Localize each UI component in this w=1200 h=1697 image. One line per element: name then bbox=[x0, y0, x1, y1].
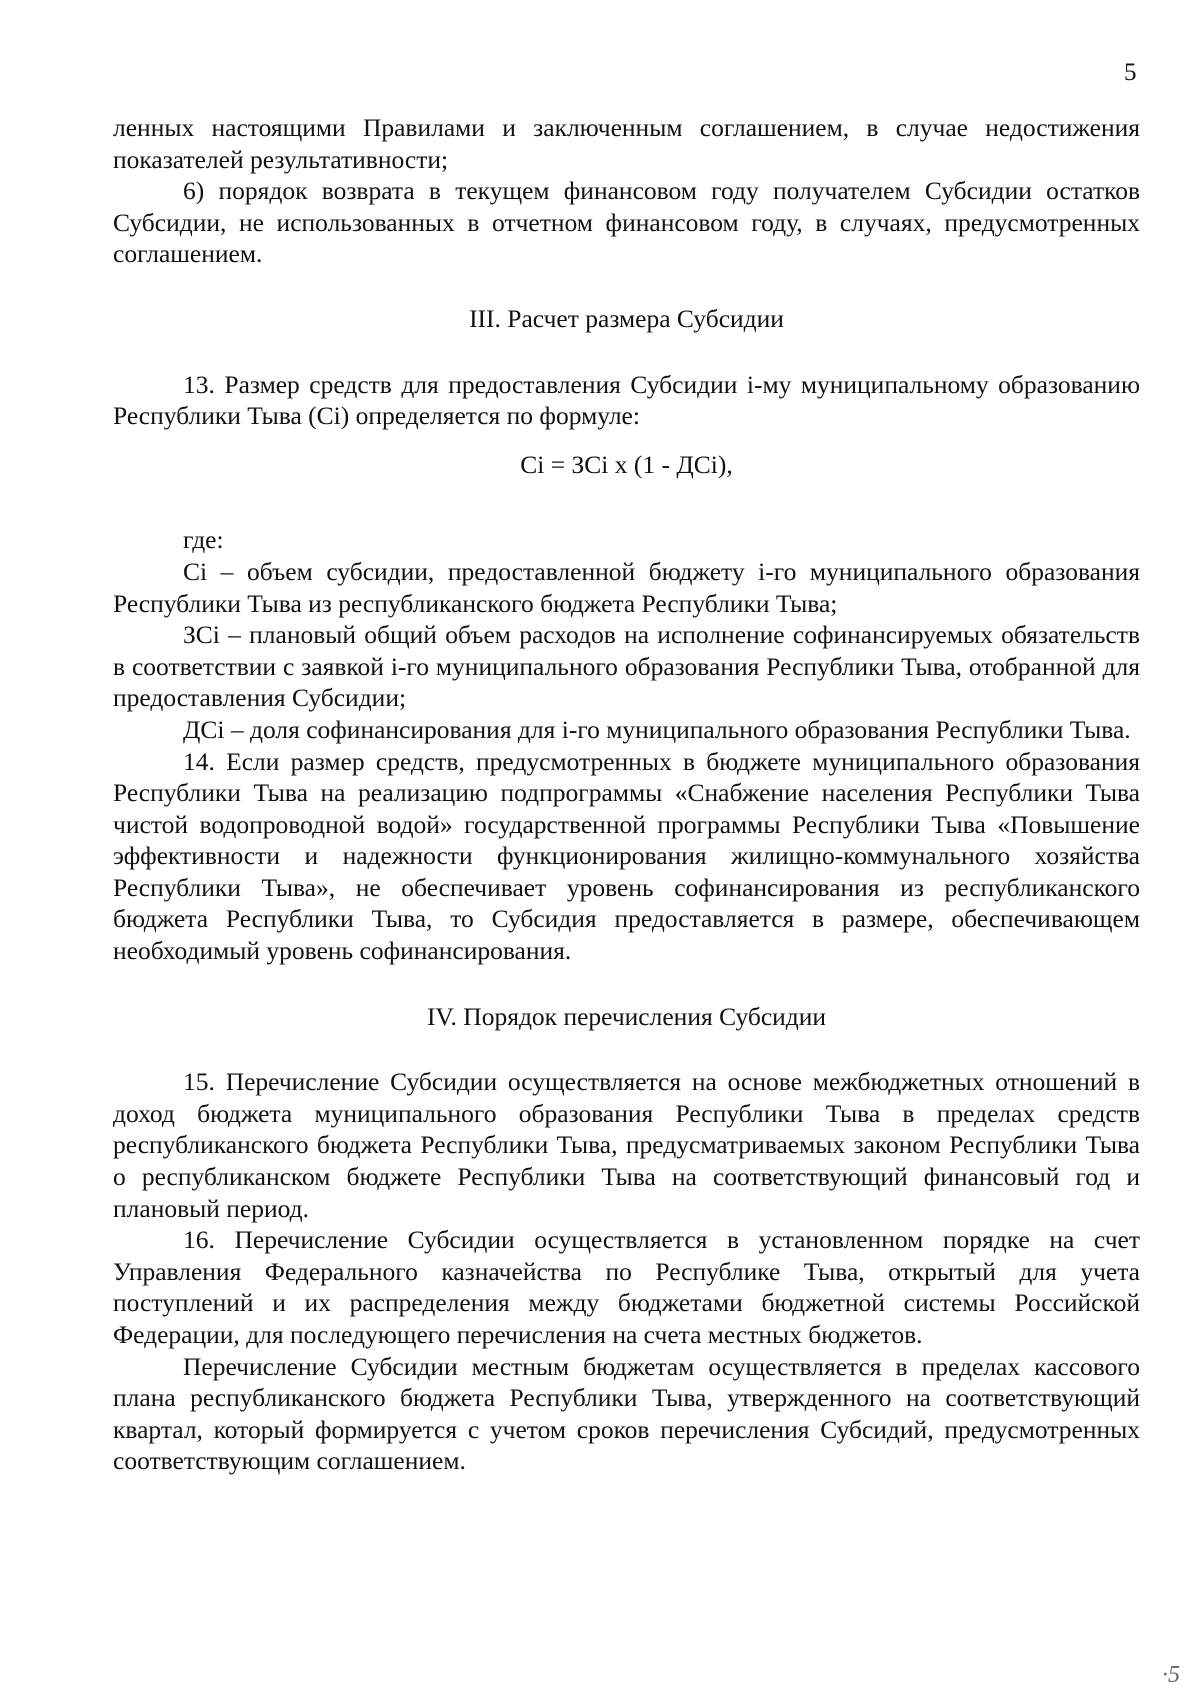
corner-stamp-mark: ·5 bbox=[1162, 1662, 1180, 1688]
definition-zci: ЗCi – плановый общий объем расходов на исполнение софинансируемых обязательств в соответствии с заявкой i-го муниципального образования Республики Тыва, отобранной для предоставления Субсидии; bbox=[113, 620, 1140, 713]
document-body bbox=[113, 112, 1140, 1477]
formula: Ci = ЗCi x (1 - ДCi), bbox=[520, 449, 733, 479]
definition-dci: ДCi – доля софинансирования для i-го муниципального образования Республики Тыва. bbox=[183, 714, 1131, 744]
paragraph-14: 14. Если размер средств, предусмотренных в бюджете муниципального образования Республики Тыва на реализацию подпрограммы «Снабжение населения Республики Тыва чистой водопроводной водой» государственной программы Республики Тыва «Повышение эффективности и надежности функционирования жилищно-коммунального хозяйства Республики Тыва», не обеспечивает уровень софинансирования из республиканского бюджета Республики Тыва, то Субсидия предоставляется в размере, обеспечивающем необходимый уровень софинансирования. bbox=[113, 746, 1140, 966]
paragraph-16: 16. Перечисление Субсидии осуществляется в установленном порядке на счет Управления Федерального казначейства по Республике Тыва, открытый для учета поступлений и их распределения между бюджетами бюджетной системы Российской Федерации, для последующего перечисления на счета местных бюджетов. bbox=[113, 1225, 1140, 1349]
definition-ci: Ci – объем субсидии, предоставленной бюджету i-го муниципального образования Республики Тыва из республиканского бюджета Республики Тыва; bbox=[113, 556, 1140, 618]
section-heading-iv: IV. Порядок перечисления Субсидии bbox=[426, 1001, 827, 1031]
section-heading-iii: III. Расчет размера Субсидии bbox=[469, 303, 784, 333]
paragraph-item-6: 6) порядок возврата в текущем финансовом году получателем Субсидии остатков Субсидии, не использованных в отчетном финансовом году, в случаях, предусмотренных соглашением. bbox=[113, 176, 1140, 269]
paragraph-13: 13. Размер средств для предоставления Субсидии i-му муниципальному образованию Республики Тыва (Ci) определяется по формуле: bbox=[113, 369, 1140, 431]
paragraph-continuation: ленных настоящими Правилами и заключенным соглашением, в случае недостижения показателей результативности; bbox=[113, 113, 1140, 174]
paragraph-16-continuation: Перечисление Субсидии местным бюджетам осуществляется в пределах кассового плана республиканского бюджета Республики Тыва, утвержденного на соответствующий квартал, который формируется с учетом сроков перечисления Субсидий, предусмотренных соответствующим соглашением. bbox=[113, 1351, 1140, 1476]
paragraph-15: 15. Перечисление Субсидии осуществляется на основе межбюджетных отношений в доход бюджета муниципального образования Республики Тыва в пределах средств республиканского бюджета Республики Тыва, предусматриваемых законом Республики Тыва о республиканском бюджете Республики Тыва на соответствующий финансовый год и плановый период. bbox=[113, 1067, 1140, 1223]
page-number: 5 bbox=[1124, 59, 1137, 86]
where-label: где: bbox=[183, 525, 224, 555]
